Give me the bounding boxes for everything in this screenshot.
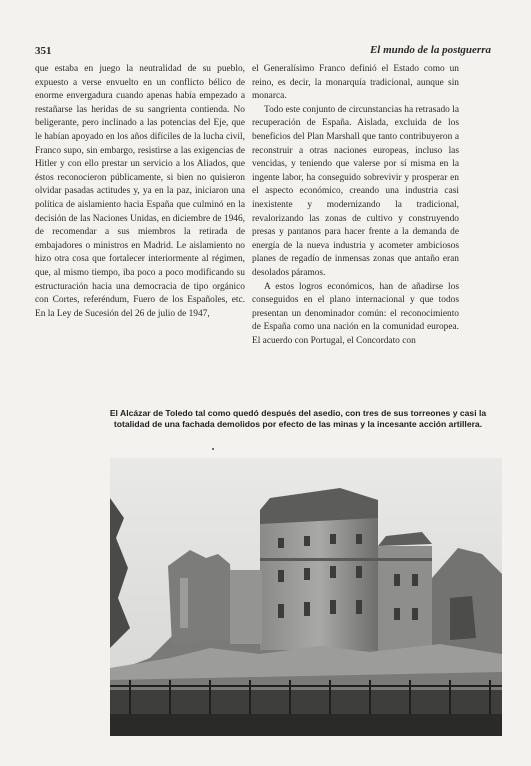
page-number: 351	[35, 45, 52, 57]
paragraph: A estos logros económicos, han de añadirse los conseguidos en el plano internacional y que todos presentan un denominador común: el reconocimiento de España como una nación en la comunidad europea. El acuerdo con Portugal, el Concordato con	[252, 281, 459, 346]
right-column	[252, 63, 459, 348]
print-speck	[212, 448, 214, 450]
alcazar-ruins-photo	[110, 458, 502, 736]
left-column	[35, 63, 245, 321]
running-head: El mundo de la postguerra	[369, 44, 491, 56]
paragraph: que estaba en juego la neutralidad de su pueblo, expuesto a verse envuelto en un conflicto bélico de enorme envergadura cuando apenas había empezado a restañarse las heridas de su sangrienta contienda. No beligerante, pero inclinado a las potencias del Eje, que le habían apoyado en los años difíciles de la lucha civil, Franco supo, sin embargo, resistirse a las exigencias de Hitler y con ello prestar un servicio a los Aliados, que éstos reconocieron públicamente, si bien no quisieron olvidar pasadas actitudes y, ya en la paz, iniciaron una política de aislamiento hacia España que culminó en la decisión de las Naciones Unidas, en diciembre de 1946, de recomendar a sus miembros la retirada de embajadores o ministros en Madrid. Le aislamiento no hizo otra cosa que fortalecer interiormente al régimen, que, al mismo tiempo, iba poco a poco modificando su estructuración hacia una democracia de tipo orgánico con Cortes, referéndum, Fuero de los Españoles, etc. En la Ley de Sucesión del 26 de julio de 1947,	[35, 64, 245, 319]
paragraph: Todo este conjunto de circunstancias ha retrasado la recuperación de España. Aislada, excluida de los beneficios del Plan Marshall que tanto contribuyeron a reconstruir a otras naciones europeas, incluso las vencidas, y teniendo que valerse por sí misma en la ingente labor, ha conseguido sobrevivir y prosperar en el aspecto económico, creando una industria casi inexistente y modernizando la tradicional, revalorizando las zonas de cultivo y construyendo presas y pantanos para hacer frente a la demanda de energía de la nueva industria y acometer ambiciosos planes de regadío de inmensas zonas que antaño eran desolados páramos.	[252, 104, 459, 278]
photo-caption: El Alcázar de Toledo tal como quedó después del asedio, con tres de sus torreones y casi la totalidad de una fachada demolidos por efecto de las minas y la incesante acción artillera.	[109, 408, 487, 430]
paragraph: el Generalísimo Franco definió el Estado como un reino, es decir, la monarquía tradicional, aunque sin monarca.	[252, 64, 459, 102]
